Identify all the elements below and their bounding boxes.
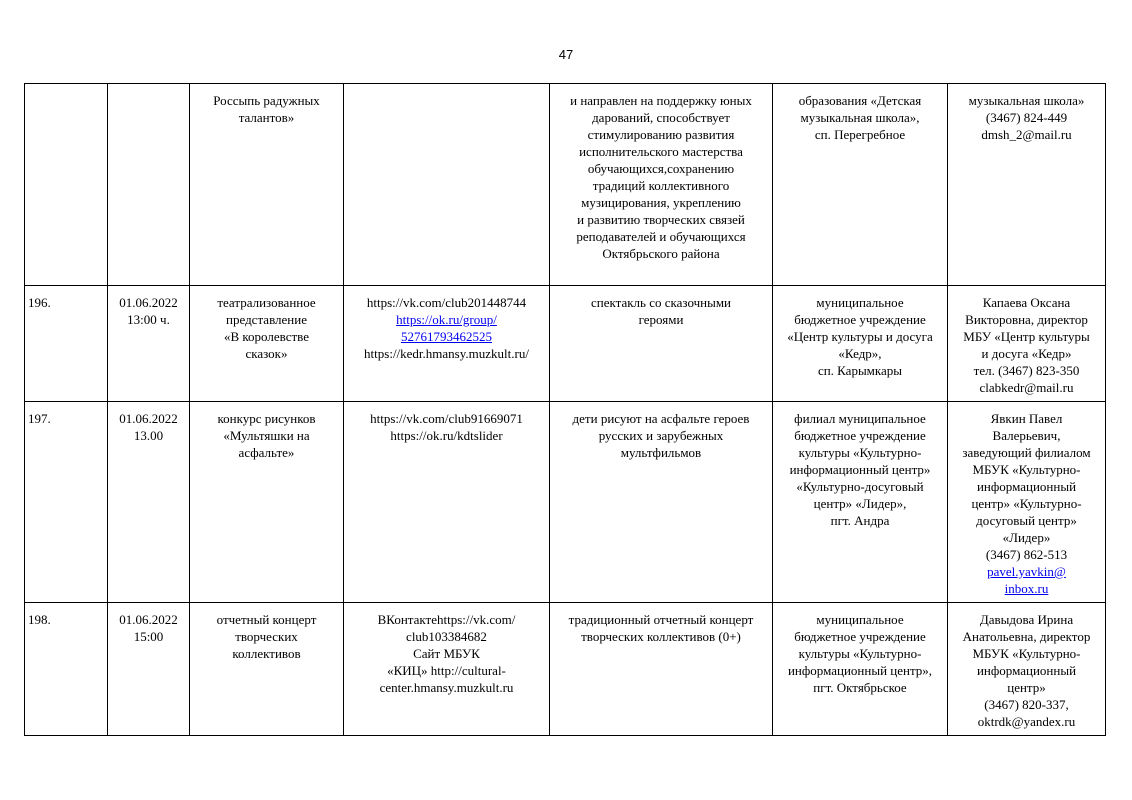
cell-line: 15:00 [133, 629, 164, 644]
cell-line: https://vk.com/club201448744 [366, 295, 527, 310]
cell-line: театрализованное [217, 295, 316, 310]
cell-line: традиционный отчетный концерт [568, 612, 754, 627]
cell-line: бюджетное учреждение [794, 428, 926, 443]
cell-line: Россыпь радужных [213, 93, 320, 108]
cell-number: 197. [25, 402, 108, 603]
cell-line: (3467) 820-337, [984, 697, 1069, 712]
cell-line: пгт. Октябрьское [813, 680, 907, 695]
cell-line: https://kedr.hmansy.muzkult.ru/ [364, 346, 529, 361]
cell-line: «КИЦ» http://cultural- [387, 663, 506, 678]
cell-description [550, 603, 773, 736]
cell-line: Викторовна, директор [965, 312, 1088, 327]
cell-line: информационный [976, 663, 1077, 678]
cell-line: образования «Детская [798, 93, 922, 108]
cell-line: и развитию творческих связей [577, 212, 745, 227]
cell-line: асфальте» [238, 445, 295, 460]
cell-description [550, 84, 773, 286]
cell-line: центр» «Культурно- [971, 496, 1082, 511]
cell-number: 196. [25, 286, 108, 402]
cell-line: «Культурно-досуговый [796, 479, 924, 494]
cell-line: героями [638, 312, 684, 327]
cell-line: 13.00 [133, 428, 164, 443]
cell-line: исполнительского мастерства [579, 144, 743, 159]
cell-line: русских и зарубежных [598, 428, 724, 443]
cell-title [190, 603, 344, 736]
cell-line: творческих [235, 629, 298, 644]
cell-line: oktrdk@yandex.ru [977, 714, 1076, 729]
cell-line: и направлен на поддержку юных [570, 93, 752, 108]
cell-line: Сайт МБУК [413, 646, 480, 661]
link-text[interactable]: 52761793462525 [401, 329, 492, 344]
cell-line: культуры «Культурно- [798, 646, 922, 661]
cell-line: досуговый центр» [976, 513, 1077, 528]
cell-line: заведующий филиалом [962, 445, 1091, 460]
cell-line: реподавателей и обучающихся [576, 229, 746, 244]
cell-links [344, 286, 550, 402]
events-table [24, 83, 1106, 736]
cell-line: «Кедр», [838, 346, 882, 361]
cell-line: стимулированию развития [587, 127, 735, 142]
cell-line: https://vk.com/club91669071 [370, 411, 523, 426]
cell-line: center.hmansy.muzkult.ru [379, 680, 514, 695]
cell-line: отчетный концерт [216, 612, 317, 627]
cell-line: «Центр культуры и досуга [787, 329, 933, 344]
cell-contact [948, 402, 1106, 603]
cell-contact [948, 603, 1106, 736]
cell-title [190, 84, 344, 286]
cell-line: 13:00 ч. [127, 312, 170, 327]
page-number: 47 [558, 47, 574, 62]
cell-line: коллективов [232, 646, 301, 661]
cell-line: традиций коллективного [592, 178, 730, 193]
cell-title [190, 286, 344, 402]
cell-line: Валерьевич, [992, 428, 1061, 443]
cell-line: МБУ «Центр культуры [963, 329, 1090, 344]
cell-line: «Мультяшки на [223, 428, 310, 443]
cell-contact [948, 84, 1106, 286]
cell-line: музицирования, укреплению [581, 195, 741, 210]
cell-line: clabkedr@mail.ru [979, 380, 1074, 395]
cell-line: культуры «Культурно- [798, 445, 922, 460]
cell-line: (3467) 824-449 [985, 110, 1068, 125]
cell-line: музыкальная школа», [800, 110, 920, 125]
cell-line: информационный центр» [789, 462, 931, 477]
cell-line: МБУК «Культурно- [972, 462, 1081, 477]
cell-line: музыкальная школа» [968, 93, 1085, 108]
cell-line: дарований, способствует [592, 110, 730, 125]
link-text[interactable]: inbox.ru [1004, 581, 1049, 596]
cell-line: и досуга «Кедр» [981, 346, 1072, 361]
cell-line: пгт. Андра [830, 513, 890, 528]
cell-line: мультфильмов [620, 445, 702, 460]
cell-description [550, 286, 773, 402]
cell-organization [773, 402, 948, 603]
cell-line: творческих коллективов (0+) [581, 629, 741, 644]
cell-line: филиал муниципальное [794, 411, 926, 426]
cell-number [25, 84, 108, 286]
cell-line: Анатольевна, директор [962, 629, 1091, 644]
cell-line: Явкин Павел [990, 411, 1063, 426]
cell-organization [773, 286, 948, 402]
cell-organization [773, 84, 948, 286]
cell-line: талантов» [238, 110, 295, 125]
cell-line: Капаева Оксана [982, 295, 1071, 310]
cell-line: муниципальное [816, 295, 904, 310]
cell-line: конкурс рисунков [217, 411, 316, 426]
cell-line: «В королевстве [223, 329, 309, 344]
link-text[interactable]: pavel.yavkin@ [987, 564, 1066, 579]
cell-line: тел. (3467) 823-350 [973, 363, 1080, 378]
table-row [25, 603, 1106, 736]
cell-contact [948, 286, 1106, 402]
cell-line: дети рисуют на асфальте героев [572, 411, 750, 426]
cell-date [108, 286, 190, 402]
cell-line: сказок» [245, 346, 288, 361]
cell-line: 01.06.2022 [119, 612, 178, 627]
cell-links [344, 402, 550, 603]
cell-line: МБУК «Культурно- [972, 646, 1081, 661]
cell-line: информационный центр», [787, 663, 933, 678]
cell-line: обучающихся,сохранению [587, 161, 735, 176]
cell-line: https://ok.ru/kdtslider [390, 428, 503, 443]
cell-line: (3467) 862-513 [985, 547, 1068, 562]
cell-links [344, 84, 550, 286]
cell-date [108, 84, 190, 286]
table-row [25, 84, 1106, 286]
cell-links [344, 603, 550, 736]
cell-line: муниципальное [816, 612, 904, 627]
table-row [25, 402, 1106, 603]
cell-line: спектакль со сказочными [590, 295, 732, 310]
cell-line: 01.06.2022 [119, 411, 178, 426]
cell-line: Октябрьского района [602, 246, 720, 261]
cell-date [108, 402, 190, 603]
cell-line: сп. Перегребное [814, 127, 906, 142]
cell-line: «Лидер» [1002, 530, 1051, 545]
cell-line: бюджетное учреждение [794, 312, 926, 327]
table-row [25, 286, 1106, 402]
cell-description [550, 402, 773, 603]
cell-date [108, 603, 190, 736]
cell-line: центр» [1007, 680, 1046, 695]
cell-title [190, 402, 344, 603]
cell-line: бюджетное учреждение [794, 629, 926, 644]
cell-line: 01.06.2022 [119, 295, 178, 310]
cell-line: dmsh_2@mail.ru [981, 127, 1072, 142]
cell-number: 198. [25, 603, 108, 736]
cell-line: информационный [976, 479, 1077, 494]
cell-line: сп. Карымкары [817, 363, 903, 378]
cell-organization [773, 603, 948, 736]
cell-line: представление [226, 312, 307, 327]
cell-line: Давыдова Ирина [979, 612, 1074, 627]
link-text[interactable]: https://ok.ru/group/ [396, 312, 497, 327]
cell-line: ВКонтактеhttps://vk.com/ [377, 612, 516, 627]
cell-line: club103384682 [406, 629, 487, 644]
cell-line: центр» «Лидер», [813, 496, 907, 511]
